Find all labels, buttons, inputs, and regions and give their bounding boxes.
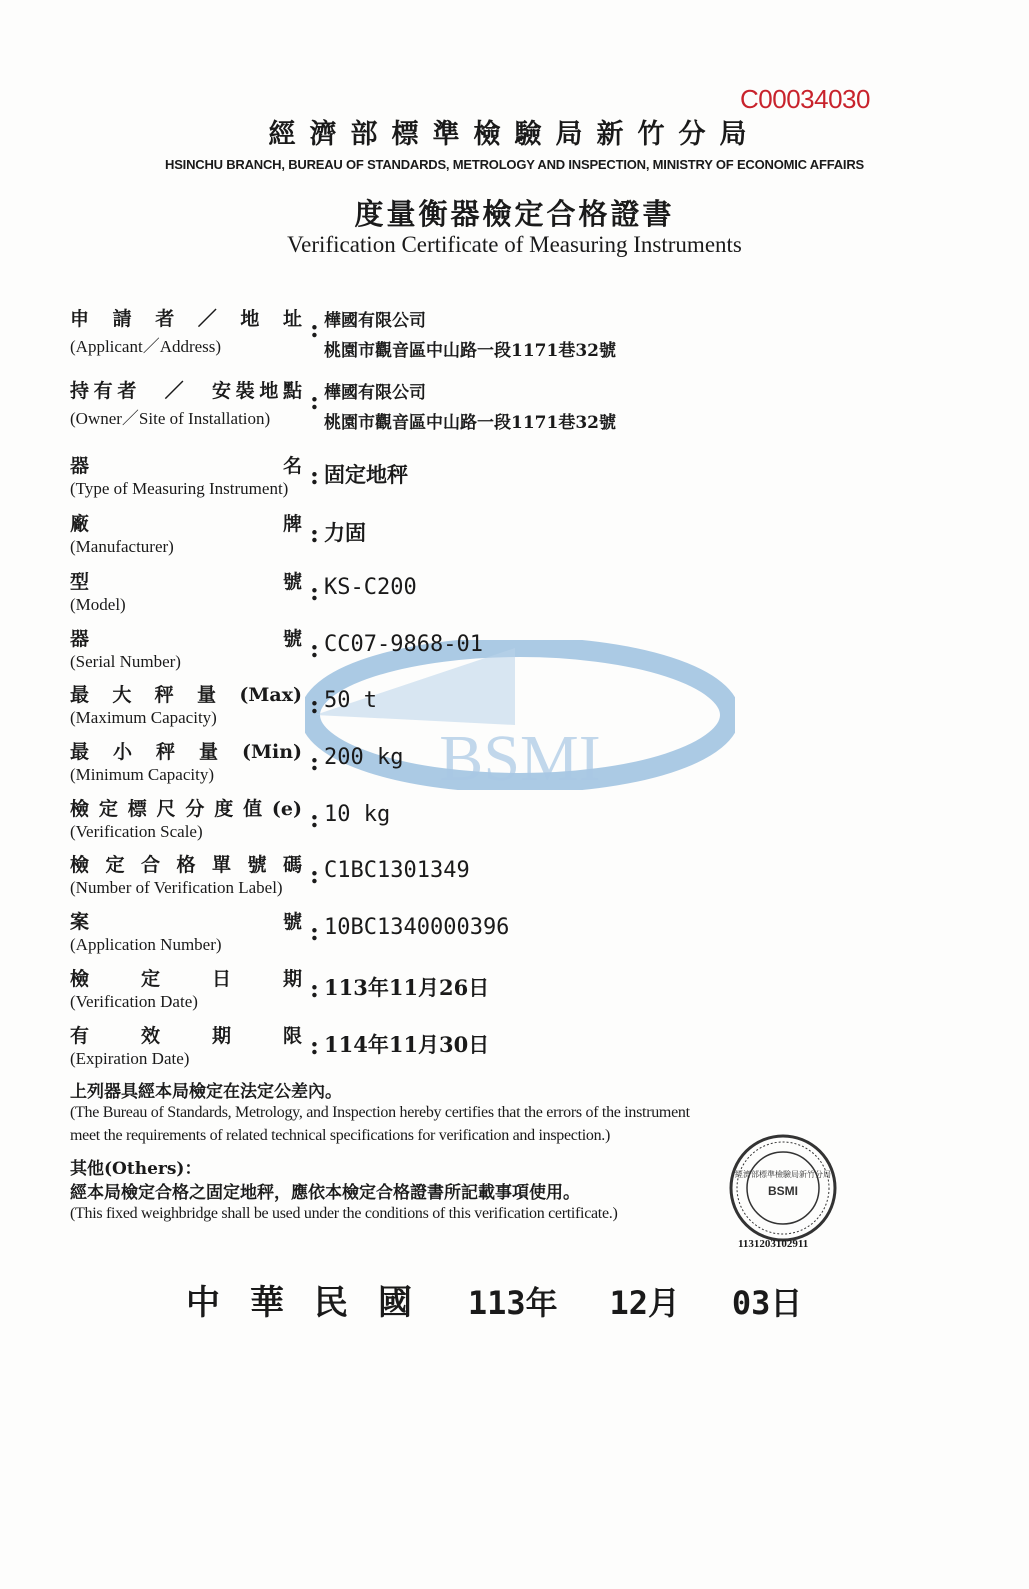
field-value: 114年11月30日	[324, 1032, 490, 1057]
bsmi-seal-stamp	[728, 1133, 838, 1243]
field-label-en: (Number of Verification Label)	[70, 878, 283, 897]
others-en: (This fixed weighbridge shall be used under the conditions of this verification certificate.)	[70, 1205, 618, 1222]
colon: :	[310, 860, 319, 889]
field-label-en: (Manufacturer)	[70, 537, 174, 556]
applicant-label-en: (Applicant／Address)	[70, 337, 222, 356]
field-value: 200 kg	[324, 745, 404, 770]
seal-number: 1131203102911	[738, 1238, 809, 1250]
colon: :	[310, 747, 319, 776]
colon: :	[310, 1031, 319, 1060]
field-label-zh: 有效期限	[70, 1025, 302, 1047]
colon: :	[310, 917, 319, 946]
owner-label-zh: 持有者 ／ 安裝地點	[70, 380, 302, 402]
applicant-address: 桃園市觀音區中山路一段1171巷32號	[324, 341, 616, 361]
issue-date-year: 113年	[467, 1284, 558, 1322]
field-label-en: (Minimum Capacity)	[70, 765, 215, 784]
applicant-name: 樺國有限公司	[324, 311, 426, 331]
issue-date	[186, 1275, 842, 1324]
field-label-zh: 最大秤量(Max)	[70, 684, 302, 706]
others-label: 其他(Others)：	[70, 1159, 202, 1179]
colon: :	[310, 804, 319, 833]
issue-date-era: 中華民國	[186, 1283, 442, 1323]
colon: :	[310, 461, 319, 490]
field-label-en: (Type of Measuring Instrument)	[70, 479, 289, 498]
field-value: KS-C200	[324, 575, 417, 600]
colon: :	[310, 690, 319, 719]
field-value: 固定地秤	[324, 462, 408, 487]
field-label-en: (Verification Date)	[70, 992, 198, 1011]
field-label-en: (Verification Scale)	[70, 822, 203, 841]
seal-center: BSMI	[768, 1184, 798, 1198]
field-value: 力固	[324, 520, 366, 545]
statement-zh: 上列器具經本局檢定在法定公差內。	[70, 1082, 342, 1102]
owner-name: 樺國有限公司	[324, 383, 426, 403]
field-label-en: (Expiration Date)	[70, 1049, 190, 1068]
certificate-title-en: Verification Certificate of Measuring Instruments	[287, 232, 742, 257]
field-label-zh: 最小秤量(Min)	[70, 741, 302, 763]
field-value: C1BC1301349	[324, 858, 470, 883]
colon: :	[310, 577, 319, 606]
statement-en-line2: meet the requirements of related technical specifications for verification and inspection.)	[70, 1127, 611, 1144]
field-label-en: (Model)	[70, 595, 126, 614]
colon: :	[310, 634, 319, 663]
colon: :	[310, 386, 319, 415]
field-label-zh: 器號	[70, 628, 302, 650]
field-label-en: (Serial Number)	[70, 652, 181, 671]
issue-date-day: 03日	[731, 1284, 803, 1322]
owner-label-en: (Owner／Site of Installation)	[70, 409, 271, 428]
issue-date-month: 12月	[609, 1284, 681, 1322]
field-value: 10 kg	[324, 802, 391, 827]
statement-en-line1: (The Bureau of Standards, Metrology, and Inspection hereby certifies that the errors of the instrument	[70, 1104, 690, 1121]
certificate-title-zh: 度量衡器檢定合格證書	[354, 197, 675, 231]
field-label-zh: 檢定標尺分度值(e)	[70, 798, 302, 820]
others-zh: 經本局檢定合格之固定地秤，應依本檢定合格證書所記載事項使用。	[70, 1183, 580, 1203]
colon: :	[310, 519, 319, 548]
owner-address: 桃園市觀音區中山路一段1171巷32號	[324, 413, 616, 433]
field-label-zh: 檢定日期	[70, 968, 302, 990]
field-label-en: (Application Number)	[70, 935, 222, 954]
field-label-zh: 器名	[70, 455, 302, 477]
colon: :	[310, 974, 319, 1003]
field-label-zh: 檢定合格單號碼	[70, 854, 302, 876]
organization-name-zh: 經濟部標準檢驗局新竹分局	[268, 119, 761, 150]
colon: :	[310, 314, 319, 343]
applicant-label-zh: 申請者／地址	[70, 308, 302, 330]
field-value: 113年11月26日	[324, 975, 490, 1000]
field-value: CC07-9868-01	[324, 632, 483, 657]
seal-text: 經濟部標準檢驗局新竹分局	[735, 1170, 831, 1179]
field-label-zh: 案號	[70, 911, 302, 933]
field-label-zh: 廠牌	[70, 513, 302, 535]
watermark-text: BSMI	[439, 722, 601, 790]
field-label-zh: 型號	[70, 571, 302, 593]
field-value: 50 t	[324, 688, 377, 713]
field-label-en: (Maximum Capacity)	[70, 708, 217, 727]
certificate-number: C00034030	[740, 84, 870, 114]
organization-name-en: HSINCHU BRANCH, BUREAU OF STANDARDS, METROLOGY AND INSPECTION, MINISTRY OF ECONOMIC AFFAIRS	[165, 157, 864, 172]
field-value: 10BC1340000396	[324, 915, 510, 940]
